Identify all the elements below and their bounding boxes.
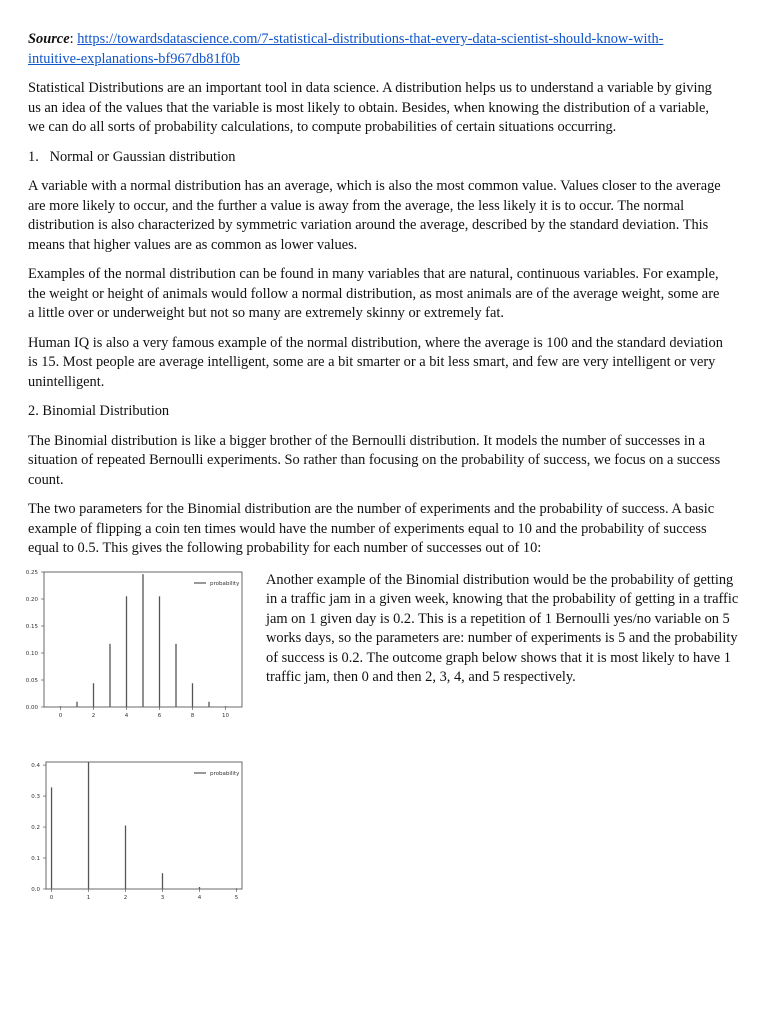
- x-tick-label: 4: [124, 713, 129, 719]
- y-tick-label: 0.00: [25, 705, 38, 711]
- y-tick-label: 0.15: [25, 624, 38, 630]
- source-label: Source: [28, 31, 70, 47]
- section1-paragraph: A variable with a normal distribution has an average, which is also the most common value. Values closer to the average are more likely to occur, and the further a value is away from the average, the less likely it is to occur. The normal distribution is also characterized by symmetric variation around the average, described by the standard deviation. This means that higher values are as common as lower values.: [28, 178, 721, 253]
- y-tick-label: 0.4: [31, 763, 40, 770]
- legend-label: probability: [210, 771, 240, 777]
- y-tick-label: 0.10: [25, 651, 38, 657]
- binomial-chart-n10: [0, 564, 250, 729]
- source-link[interactable]: [28, 31, 663, 67]
- y-tick-label: 0.1: [31, 856, 40, 863]
- y-tick-label: 0.05: [25, 678, 38, 684]
- x-tick-label: 8: [190, 713, 195, 719]
- source-url-line2: intuitive-explanations-bf967db81f0b: [28, 50, 240, 67]
- section1-paragraph: Human IQ is also a very famous example of the normal distribution, where the average is 100 and the standard deviation is 15. Most people are average intelligent, some are a bit smarter or a bit less smart, and few are very intelligent or very unintelligent.: [28, 334, 723, 390]
- x-tick-label: 0: [49, 895, 54, 901]
- section2-heading: 2. Binomial Distribution: [28, 403, 170, 419]
- section2-paragraph: The Binomial distribution is like a bigger brother of the Bernoulli distribution. It models the number of successes in a situation of repeated Bernoulli experiments. So rather than focusing on the probability of success, we focus on a success count.: [28, 432, 721, 488]
- traffic-jam-paragraph: Another example of the Binomial distribution would be the probability of getting in a traffic jam in a given week, knowing that the probability of getting in a traffic jam on 1 given day is 0.2. This is a repetition of 1 Bernoulli yes/no variable on 5 works days, so the parameters are: number of experiments is 5 and the probability of success is 0.2. The outcome graph below shows that it is most likely to have 1 traffic jam, then 0 and then 2, 3, 4, and 5 respectively.: [266, 571, 739, 685]
- y-tick-label: 0.0: [31, 887, 40, 893]
- x-tick-label: 1: [86, 895, 91, 901]
- section1-title: Normal or Gaussian distribution: [49, 148, 236, 165]
- y-tick-label: 0.3: [31, 794, 40, 801]
- plot-frame: [46, 762, 242, 889]
- x-tick-label: 2: [91, 713, 96, 719]
- y-tick-label: 0.25: [25, 570, 38, 576]
- source-url-line1: https://towardsdatascience.com/7-statistical-distributions-that-every-data-scientist-should-know-with-: [77, 31, 664, 47]
- x-tick-label: 2: [123, 895, 128, 901]
- y-tick-label: 0.2: [31, 825, 40, 832]
- x-tick-label: 0: [58, 713, 63, 719]
- source-line: Source: https://towardsdatascience.com/7-statistical-distributions-that-every-data-scientist-should-know-with- intuitive-explanations-bf967db81f0b: [28, 31, 664, 67]
- x-tick-label: 6: [157, 713, 162, 719]
- x-tick-label: 10: [222, 713, 229, 719]
- x-tick-label: 5: [234, 895, 239, 901]
- binomial-chart-n5: [0, 758, 250, 908]
- section1-number: 1.: [28, 148, 39, 165]
- x-tick-label: 4: [197, 895, 202, 901]
- section1-heading: [28, 148, 728, 168]
- intro-paragraph: Statistical Distributions are an important tool in data science. A distribution helps us to understand a variable by giving us an idea of the values that the variable is most likely to obtain. Besides, when knowing the distribution of a variable, we can do all sorts of probability calculations, to compute probabilities of certain situations occurring.: [28, 80, 712, 135]
- x-tick-label: 3: [160, 895, 165, 901]
- legend-label: probability: [210, 581, 240, 587]
- section2-paragraph: The two parameters for the Binomial distribution are the number of experiments and the probability of success. A basic example of flipping a coin ten times would have the number of experiments equal to 10 and the probability of success equal to 0.5. This gives the following probability for each number of successes out of 10:: [28, 501, 715, 556]
- y-tick-label: 0.20: [25, 597, 38, 603]
- section1-paragraph: Examples of the normal distribution can be found in many variables that are natural, continuous variables. For example, the weight or height of animals would follow a normal distribution, as most animals are of the average weight, some are a little over or underweight but not so many are extremely skinny or extremely fat.: [28, 266, 720, 321]
